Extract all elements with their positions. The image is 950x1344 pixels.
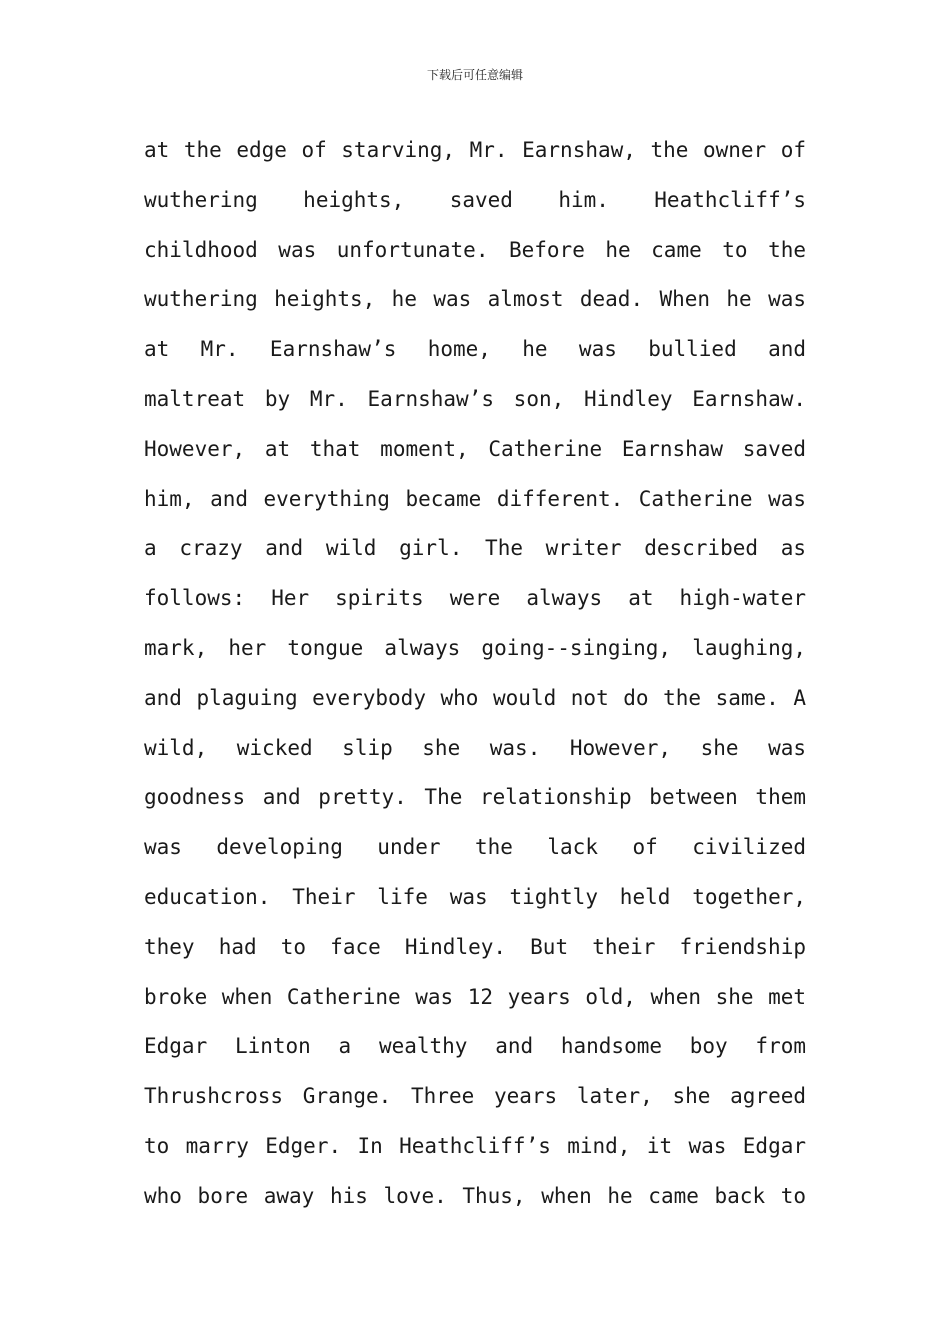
page-header: 下载后可任意编辑 bbox=[426, 68, 523, 82]
text-line: a crazy and wild girl. The writer described as bbox=[144, 536, 806, 561]
text-line: to marry Edger. In Heathcliff’s mind, it was Edgar bbox=[144, 1133, 806, 1158]
text-line: childhood was unfortunate. Before he came to the bbox=[144, 237, 806, 262]
text-line: wuthering heights, saved him. Heathcliff’s bbox=[144, 187, 806, 212]
text-line: and plaguing everybody who would not do the same. A bbox=[144, 685, 806, 710]
text-line: goodness and pretty. The relationship between them bbox=[144, 785, 806, 810]
text-line: education. Their life was tightly held together, bbox=[144, 884, 806, 909]
text-line: Thrushcross Grange. Three years later, she agreed bbox=[144, 1084, 806, 1109]
text-line: was developing under the lack of civilized bbox=[144, 835, 806, 860]
body-paragraph bbox=[144, 126, 806, 1222]
text-line: they had to face Hindley. But their friendship bbox=[144, 934, 806, 959]
text-line: him, and everything became different. Catherine was bbox=[144, 486, 806, 511]
text-line: mark, her tongue always going--singing, laughing, bbox=[144, 635, 806, 660]
text-line: wuthering heights, he was almost dead. When he was bbox=[144, 287, 806, 312]
text-line: broke when Catherine was 12 years old, when she met bbox=[144, 984, 806, 1009]
text-line: maltreat by Mr. Earnshaw’s son, Hindley Earnshaw. bbox=[144, 386, 806, 411]
text-line: follows: Her spirits were always at high-water bbox=[144, 586, 806, 611]
text-line: Edgar Linton a wealthy and handsome boy from bbox=[144, 1034, 806, 1059]
text-line: who bore away his love. Thus, when he came back to bbox=[144, 1183, 806, 1208]
text-line: However, at that moment, Catherine Earnshaw saved bbox=[144, 436, 806, 461]
text-line: at the edge of starving, Mr. Earnshaw, the owner of bbox=[144, 138, 806, 162]
text-line: at Mr. Earnshaw’s home, he was bullied and bbox=[144, 337, 806, 362]
text-line: wild, wicked slip she was. However, she was bbox=[144, 735, 806, 760]
